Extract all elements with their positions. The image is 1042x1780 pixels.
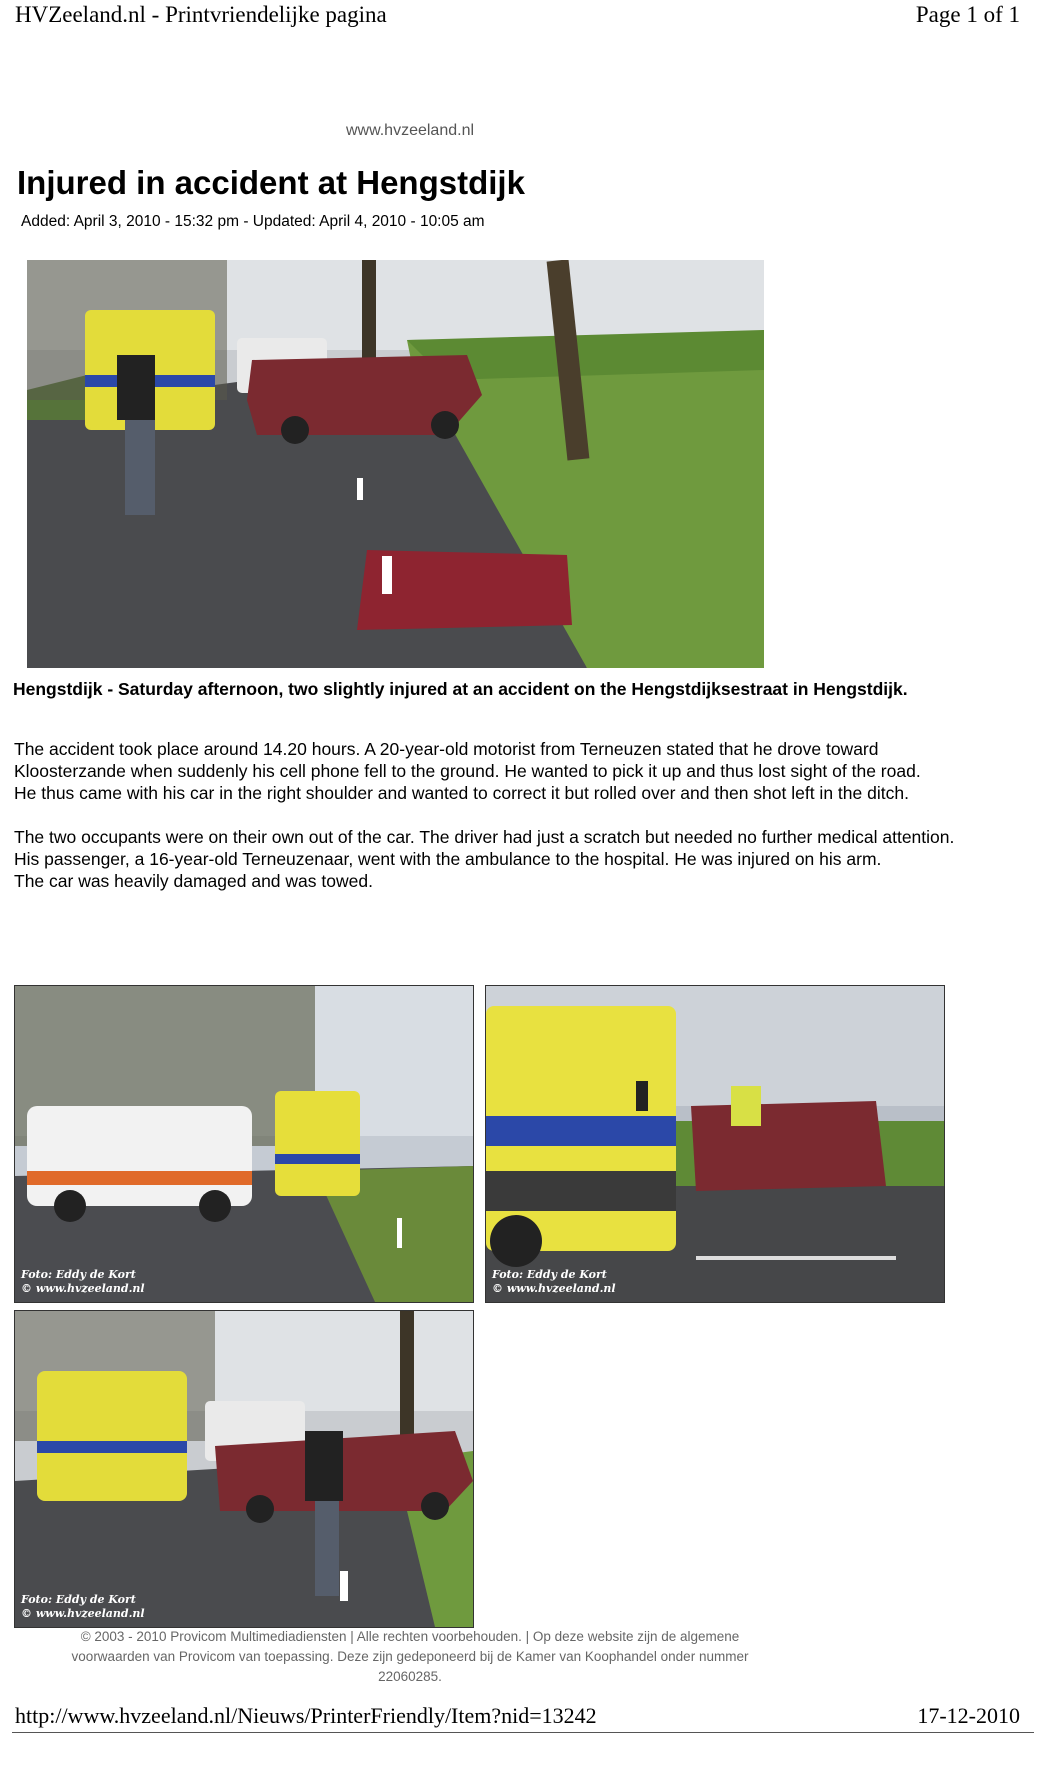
print-date: 17-12-2010 — [917, 1703, 1020, 1728]
site-name: www.hvzeeland.nl — [345, 122, 475, 139]
article-paragraph: The accident took place around 14.20 hours. A 20-year-old motorist from Terneuzen stated that he drove toward Kloosterzande when suddenly his cell phone fell to the ground. He wanted to pick it up and thus lost sight of the road. — [14, 739, 921, 781]
footer-rule — [12, 1732, 1034, 1733]
article-body — [14, 738, 974, 892]
print-header — [15, 0, 1020, 30]
article-meta: Added: April 3, 2010 - 15:32 pm - Updated: April 4, 2010 - 10:05 am — [21, 213, 485, 230]
article-paragraph: The car was heavily damaged and was towed. — [14, 871, 373, 891]
print-url: http://www.hvzeeland.nl/Nieuws/PrinterFriendly/Item?nid=13242 — [15, 1703, 597, 1728]
article-paragraph: His passenger, a 16-year-old Terneuzenaar, went with the ambulance to the hospital. He was injured on his arm. — [14, 849, 882, 869]
gallery-photo — [485, 985, 945, 1303]
print-header-title: HVZeeland.nl - Printvriendelijke pagina — [15, 2, 387, 27]
print-page-number: Page 1 of 1 — [915, 2, 1020, 27]
article-paragraph: He thus came with his car in the right shoulder and wanted to correct it but rolled over and then shot left in the ditch. — [14, 783, 909, 803]
print-footer — [15, 1703, 1020, 1729]
article-title: Injured in accident at Hengstdijk — [17, 164, 525, 201]
copyright-notice: © 2003 - 2010 Provicom Multimediadiensten | Alle rechten voorbehouden. | Op deze website zijn de algemene voorwaarden van Provicom van toepassing. Deze zijn gedeponeerd bij de Kamer van Koophandel onder nummer 22060285. — [71, 1629, 749, 1684]
article-paragraph: The two occupants were on their own out of the car. The driver had just a scratch but needed no further medical attention. — [14, 827, 955, 847]
gallery-photo — [14, 1310, 474, 1628]
photo-credit: Foto: Eddy de Kort © www.hvzeeland.nl — [492, 1268, 616, 1295]
photo-credit: Foto: Eddy de Kort © www.hvzeeland.nl — [21, 1593, 145, 1620]
hero-photo — [27, 260, 764, 668]
article-lead: Hengstdijk - Saturday afternoon, two slightly injured at an accident on the Hengstdijksestraat in Hengstdijk. — [13, 679, 908, 699]
gallery-photo — [14, 985, 474, 1303]
photo-credit: Foto: Eddy de Kort © www.hvzeeland.nl — [21, 1268, 145, 1295]
